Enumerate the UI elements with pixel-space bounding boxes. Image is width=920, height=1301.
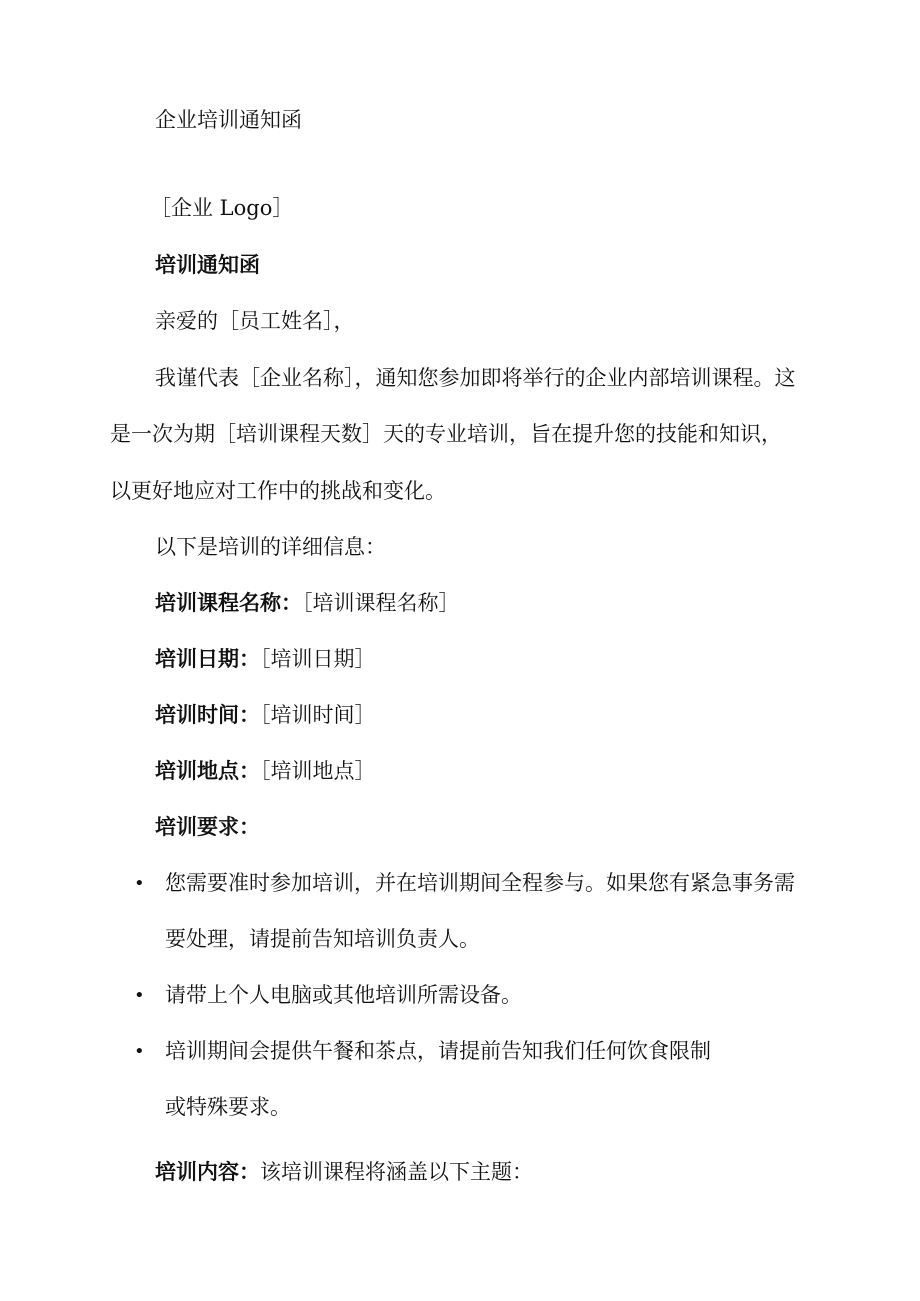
detail-course-name (155, 592, 460, 614)
detail-label: 培训地点： (155, 758, 260, 783)
details-lead: 以下是培训的详细信息： (155, 535, 386, 559)
list-item-text: 培训期间会提供午餐和茶点，请提前告知我们任何饮食限制 (165, 1039, 711, 1063)
notice-heading: 培训通知函 (155, 252, 260, 277)
detail-label: 培训日期： (155, 646, 260, 671)
content-intro (155, 1161, 533, 1183)
list-item-text: 要处理，请提前告知培训负责人。 (165, 927, 480, 951)
detail-date (155, 648, 376, 670)
detail-label: 培训时间： (155, 702, 260, 727)
detail-value: ［培训课程名称］ (302, 591, 460, 615)
document-title: 企业培训通知函 (155, 108, 302, 132)
intro-line: 我谨代表［企业名称］，通知您参加即将举行的企业内部培训课程。这 (155, 366, 796, 390)
intro-line: 是一次为期［培训课程天数］天的专业培训，旨在提升您的技能和知识， (110, 422, 782, 446)
detail-value: ［培训日期］ (260, 647, 376, 671)
bullet-icon: • (134, 873, 145, 894)
bullet-icon: • (134, 1041, 145, 1062)
detail-time (155, 704, 376, 726)
list-item-text: 或特殊要求。 (165, 1095, 291, 1119)
requirements-label: 培训要求： (155, 814, 260, 839)
detail-location (155, 760, 376, 782)
content-text: 该培训课程将涵盖以下主题： (260, 1160, 533, 1184)
list-item-text: 请带上个人电脑或其他培训所需设备。 (165, 983, 522, 1007)
bullet-icon: • (134, 985, 145, 1006)
logo-placeholder: ［企业 Logo］ (150, 196, 294, 220)
detail-label: 培训课程名称： (155, 590, 302, 615)
intro-line: 以更好地应对工作中的挑战和变化。 (110, 479, 446, 503)
detail-value: ［培训时间］ (260, 703, 376, 727)
content-label: 培训内容： (155, 1159, 260, 1184)
list-item-text: 您需要准时参加培训，并在培训期间全程参与。如果您有紧急事务需 (165, 871, 795, 895)
detail-value: ［培训地点］ (260, 759, 376, 783)
greeting: 亲爱的［员工姓名］， (155, 309, 355, 333)
